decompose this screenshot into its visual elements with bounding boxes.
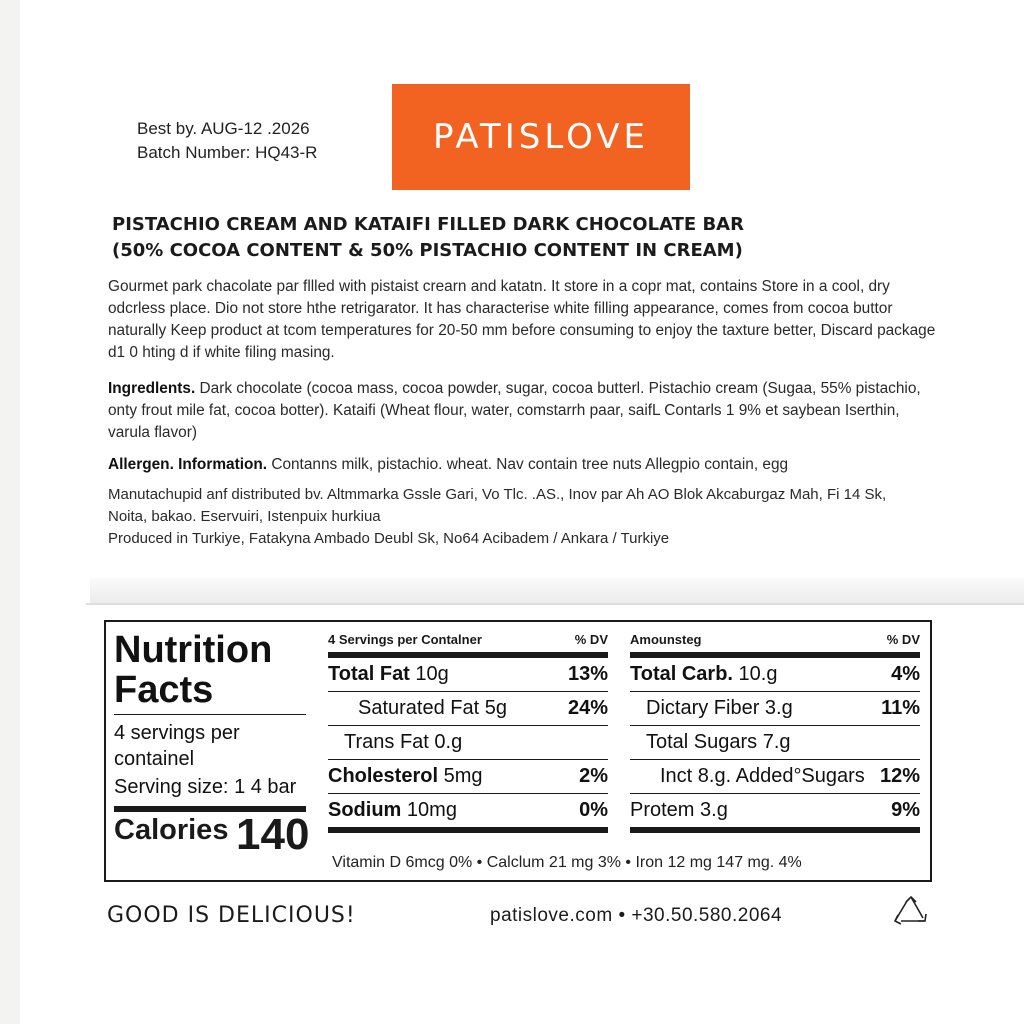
nutrient-label: Trans Fat bbox=[344, 731, 429, 753]
nutrient-label: Dictary Fiber bbox=[646, 697, 760, 719]
nutrient-amount: 5mg bbox=[443, 765, 483, 787]
serving-size-label: Serving size: bbox=[114, 776, 229, 798]
calories-value: 140 bbox=[236, 810, 310, 859]
nutrient-dv: 9% bbox=[891, 799, 920, 821]
nutrient-label: Inct 8.g. Added°Sugars bbox=[660, 765, 865, 787]
contact-info: patislove.com • +30.50.580.2064 bbox=[490, 905, 783, 926]
product-description: Gourmet park chacolate par fllled with pistaist crearn and katatn. It store in a copr mat, contains Store in a cool, dry odcrless place. Dio not store hthe retrigarator. It has characterise white filling appearance, comes from cocoa buttor naturally Keep product at tcom temperatures for 20-50 mm before consuming to enjoy the taxture better, Discard package d1 0 hting d if white filing masing. bbox=[108, 278, 936, 361]
nutrient-column-right bbox=[630, 632, 920, 833]
nutrient-dv: 0% bbox=[579, 799, 608, 821]
nutrient-dv: 2% bbox=[579, 765, 608, 787]
nutrient-row bbox=[328, 725, 608, 759]
recycle-icon bbox=[892, 896, 930, 932]
nutrient-amount: 10g bbox=[415, 663, 449, 685]
nutrient-amount: 3.g bbox=[764, 697, 793, 719]
servings-header: 4 Servings per Contalner bbox=[328, 632, 482, 647]
vitamins-minerals: Vitamin D 6mcg 0% • Calclum 21 mg 3% • Iron 12 mg 147 mg. 4% bbox=[332, 854, 802, 871]
manufacturer-text: Manutachupid anf distributed bv. Altmmarka Gssle Gari, Vo Tlc. .AS., Inov par Ah AO Blok Akcaburgaz Mah, Fi 14 Sk, Noita, bakao. Eservuiri, Istenpuix hurkiua bbox=[108, 486, 887, 525]
nutrient-amount: 7.g bbox=[762, 731, 791, 753]
nutrient-dv: 13% bbox=[567, 663, 608, 685]
ingredients-label: Ingredlents. bbox=[108, 380, 196, 397]
allergen-text: Contanns milk, pistachio. wheat. Nav contain tree nuts Allegpio contain, egg bbox=[271, 456, 789, 473]
product-title-line2: (50% COCOA CONTENT & 50% PISTACHIO CONTENT IN CREAM) bbox=[112, 240, 743, 261]
nutrient-label: Saturated Fat bbox=[358, 697, 480, 719]
serving-size-value: 1 4 bar bbox=[234, 776, 297, 798]
manufacturer-block bbox=[108, 484, 928, 550]
nutrient-row bbox=[328, 652, 608, 691]
ingredients-text: Dark chocolate (cocoa mass, cocoa powder, sugar, cocoa butterl. Pistachio cream (Sugaa, 55% pistachio, onty frout mile fat, cocoa botter). Kataifi (Wheat flour, water, comstarrh paar, saifL Contarls 1 9% et saybean Iserthin, varula flavor) bbox=[108, 380, 921, 441]
produced-in-text: Produced in Turkiye, Fatakyna Ambado Deubl Sk, No64 Acibadem / Ankara / Turkiye bbox=[108, 530, 670, 547]
nutrient-label: Sodium bbox=[328, 799, 402, 821]
nutrient-dv: 4% bbox=[891, 663, 920, 685]
column-header bbox=[630, 632, 920, 652]
column-header bbox=[328, 632, 608, 652]
nutrient-dv: 12% bbox=[879, 765, 920, 787]
divider bbox=[114, 714, 306, 715]
calories-label: Calories bbox=[114, 814, 229, 846]
nutrient-row bbox=[328, 793, 608, 833]
nutrient-label: Total Fat bbox=[328, 663, 410, 685]
product-title-line1: PISTACHIO CREAM AND KATAIFI FILLED DARK CHOCOLATE BAR bbox=[112, 214, 744, 235]
nutrient-label: Total Sugars bbox=[646, 731, 758, 753]
allergen-block bbox=[108, 454, 938, 476]
product-title bbox=[112, 212, 972, 264]
dv-header: % DV bbox=[886, 632, 920, 647]
nutrient-dv: 11% bbox=[881, 697, 920, 719]
nutrient-amount: 5g bbox=[484, 697, 507, 719]
nutrient-row bbox=[328, 691, 608, 725]
best-by-date: Best by. AUG-12 .2026 bbox=[137, 119, 310, 138]
nutrient-amount: 3.g bbox=[700, 799, 728, 821]
nutrient-label: Total Carb. bbox=[630, 663, 733, 685]
nutrient-dv: 24% bbox=[567, 697, 608, 719]
nutrient-label: Protem bbox=[630, 799, 695, 821]
serving-size bbox=[114, 776, 296, 799]
nutrient-row bbox=[630, 725, 920, 759]
flap-edge bbox=[86, 603, 1024, 605]
allergen-label: Allergen. Information. bbox=[108, 456, 268, 473]
nutrient-row bbox=[630, 759, 920, 793]
nutrient-label: Cholesterol bbox=[328, 765, 439, 787]
slogan: GOOD IS DELICIOUS! bbox=[107, 903, 356, 928]
servings-per-container: 4 servings per containel bbox=[114, 722, 240, 770]
date-batch-block bbox=[137, 117, 317, 165]
brand-name: PATISLOVE bbox=[433, 117, 649, 157]
nutrition-facts-title: Nutrition Facts bbox=[114, 629, 273, 711]
brand-logo bbox=[392, 84, 690, 190]
nutrient-row bbox=[630, 793, 920, 833]
batch-number: Batch Number: HQ43-R bbox=[137, 143, 318, 162]
flap-fold bbox=[90, 578, 1024, 604]
nutrient-amount: 0.g bbox=[434, 731, 463, 753]
nutrient-column-left bbox=[328, 632, 608, 833]
ingredients-block bbox=[108, 378, 938, 444]
dv-header: % DV bbox=[574, 632, 608, 647]
nutrient-amount: 10mg bbox=[406, 799, 457, 821]
nutrition-facts-panel bbox=[104, 620, 932, 882]
nutrient-amount: 10.g bbox=[738, 663, 778, 685]
amount-header: Amounsteg bbox=[630, 632, 702, 647]
nutrient-row bbox=[328, 759, 608, 793]
nutrient-row bbox=[630, 652, 920, 691]
nutrient-row bbox=[630, 691, 920, 725]
